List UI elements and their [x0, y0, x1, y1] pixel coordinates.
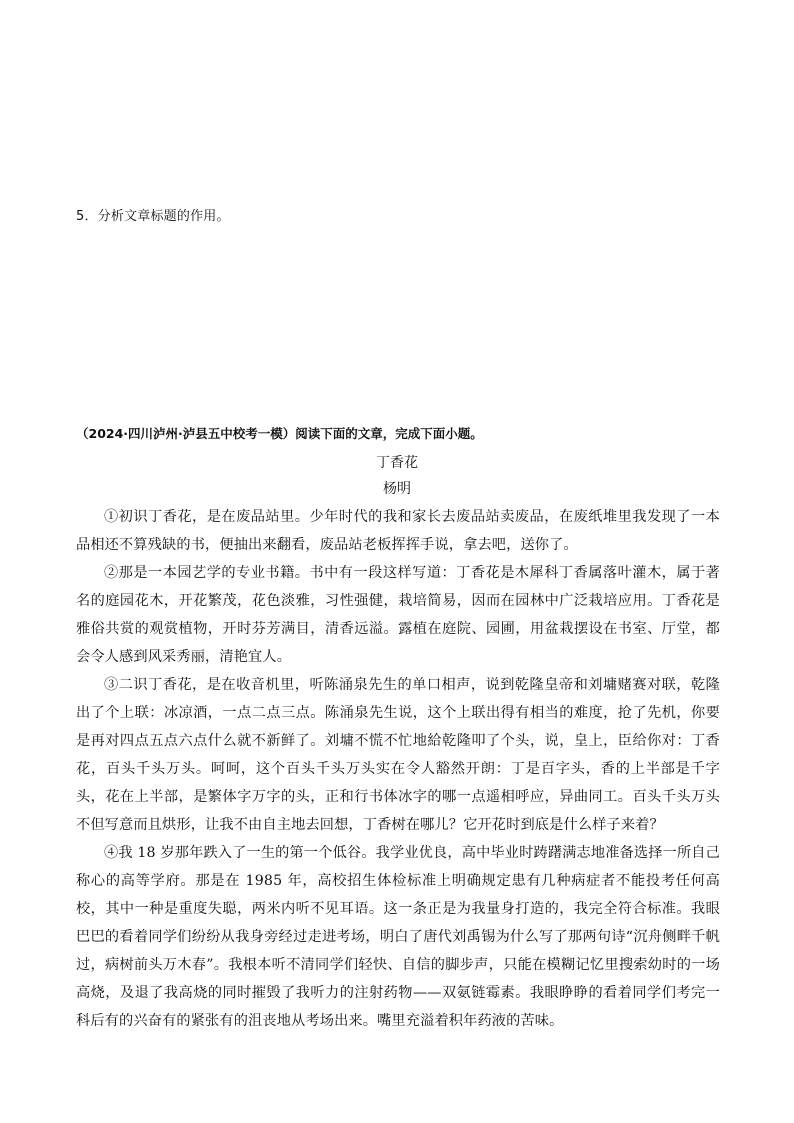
article-body	[76, 503, 720, 1035]
paragraph-3: ③二识丁香花，是在收音机里，听陈涌泉先生的单口相声，说到乾隆皇帝和刘墉赌赛对联，乾隆出了个上联：冰凉酒，一点二点三点。陈涌泉先生说，这个上联出得有相当的难度，抢了先机，你要是再对四点五点六点什么就不新鲜了。刘墉不慌不忙地給乾隆叩了个头，说，皇上，臣给你对：丁香花，百头千头万头。呵呵，这个百头千头万头实在令人豁然开朗：丁是百字头，香的上半部是千字头，花在上半部，是繁体字万字的头，正和行书体冰字的哪一点遥相呼应，异曲同工。百头千头万头不但写意而且烘形，让我不由自主地去回想，丁香树在哪儿？它开花时到底是什么样子来着？	[76, 677, 720, 833]
question-5: 5．分析文章标题的作用。	[76, 209, 230, 224]
paragraph-1: ①初识丁香花，是在废品站里。少年时代的我和家长去废品站卖废品，在废纸堆里我发现了一本品相还不算残缺的书，便抽出来翻看，废品站老板挥挥手说，拿去吧，送你了。	[76, 509, 720, 553]
article-title: 丁香花	[376, 455, 418, 471]
paragraph-4: ④我 18 岁那年跌入了一生的第一个低谷。我学业优良，高中毕业时踌躇满志地准备选择一所自己称心的高等学府。那是在 1985 年，高校招生体检标准上明确规定患有几种病症者不能投考任何高校，其中一种是重度失聪，两米内听不见耳语。这一条正是为我量身打造的，我完全符合标准。我眼巴巴的看着同学们纷纷从我身旁经过走进考场，明白了唐代刘禹锡为什么写了那两句诗“沉舟侧畔千帆过，病树前头万木春”。我根本听不清同学们轻快、自信的脚步声，只能在模糊记忆里搜索幼时的一场高烧，及退了我高烧的同时摧毁了我听力的注射药物——双氨链霉素。我眼睁睁的看着同学们考完一科后有的兴奋有的紧张有的沮丧地从考场出来。嘴里充溢着积年药液的苦味。	[76, 845, 720, 1029]
paragraph-2: ②那是一本园艺学的专业书籍。书中有一段这样写道：丁香花是木犀科丁香属落叶灌木，属于著名的庭园花木，开花繁茂，花色淡雅，习性强健，栽培简易，因而在园林中广泛栽培应用。丁香花是雅俗共赏的观赏植物，开时芬芳满目，清香远溢。露植在庭院、园圃，用盆栽摆设在书室、厅堂，都会令人感到风采秀丽，清艳宜人。	[76, 565, 720, 665]
article-author: 杨明	[383, 481, 411, 497]
passage-intro: （2024·四川泸州·泸县五中校考一模）阅读下面的文章，完成下面小题。	[76, 426, 483, 441]
